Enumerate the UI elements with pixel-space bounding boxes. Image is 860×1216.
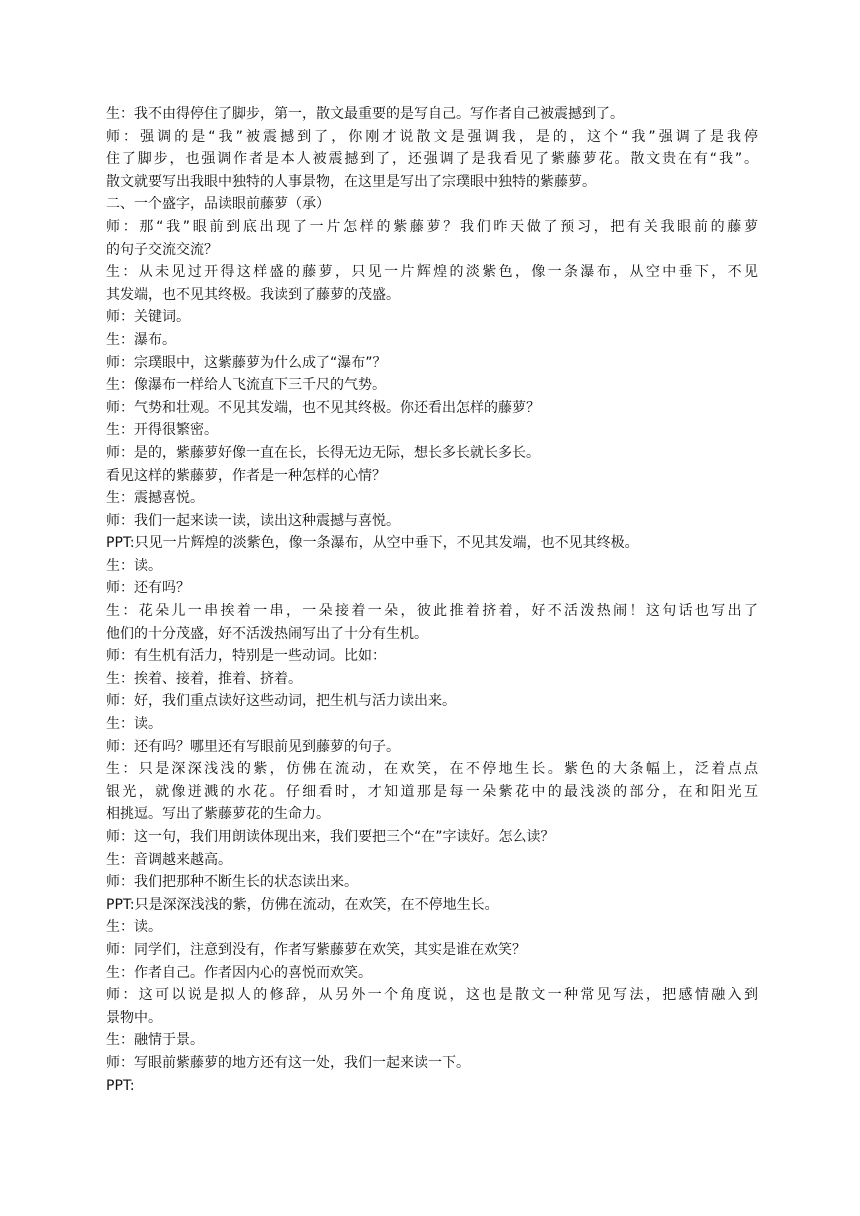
transcript-line: 师：有生机有活力，特别是一些动词。比如： — [106, 648, 386, 665]
transcript-line: 生：挨着、接着，推着、挤着。 — [106, 670, 302, 687]
transcript-line: PPT: — [106, 1077, 135, 1094]
transcript-line: 生：花朵儿一串挨着一串，一朵接着一朵，彼此推着挤着，好不活泼热闹！这句话也写出了 — [106, 603, 758, 620]
transcript-line: 生：读。 — [106, 716, 162, 733]
transcript-line: 生：音调越来越高。 — [106, 851, 232, 868]
transcript-line: 的句子交流交流？ — [106, 241, 218, 258]
transcript-line: 师：宗璞眼中，这紫藤萝为什么成了“瀑布”？ — [106, 354, 387, 371]
transcript-line: 师：写眼前紫藤萝的地方还有这一处，我们一起来读一下。 — [106, 1054, 470, 1071]
transcript-line: 师：气势和壮观。不见其发端，也不见其终极。你还看出怎样的藤萝？ — [106, 399, 540, 416]
transcript-line: 生：瀑布。 — [106, 331, 176, 348]
transcript-line: 师：那“我”眼前到底出现了一片怎样的紫藤萝？我们昨天做了预习，把有关我眼前的藤萝 — [106, 218, 758, 235]
transcript-line: 景物中。 — [106, 1009, 162, 1026]
transcript-line: 生：读。 — [106, 919, 162, 936]
transcript-line: 生：只是深深浅浅的紫，仿佛在流动，在欢笑，在不停地生长。紫色的大条幅上，泛着点点 — [106, 761, 758, 778]
transcript-line: PPT:只见一片辉煌的淡紫色，像一条瀑布，从空中垂下，不见其发端，也不见其终极。 — [106, 535, 639, 552]
transcript-line: 生：震撼喜悦。 — [106, 490, 204, 507]
lesson-transcript — [106, 103, 758, 1097]
transcript-line: 生：开得很繁密。 — [106, 422, 218, 439]
transcript-line: 师：强调的是“我”被震撼到了，你刚才说散文是强调我，是的，这个“我”强调了是我停 — [106, 128, 758, 145]
transcript-line: 生：像瀑布一样给人飞流直下三千尺的气势。 — [106, 377, 386, 394]
transcript-line: 其发端，也不见其终极。我读到了藤萝的茂盛。 — [106, 286, 400, 303]
transcript-line: 银光，就像迸溅的水花。仔细看时，才知道那是每一朵紫花中的最浅淡的部分，在和阳光互 — [106, 783, 758, 800]
transcript-line: 二、一个盛字，品读眼前藤萝（承） — [106, 196, 330, 213]
transcript-line: 他们的十分茂盛，好不活泼热闹写出了十分有生机。 — [106, 625, 428, 642]
transcript-line: 师：好，我们重点读好这些动词，把生机与活力读出来。 — [106, 693, 456, 710]
transcript-line: 师：关键词。 — [106, 309, 190, 326]
transcript-line: 生：我不由得停住了脚步，第一，散文最重要的是写自己。写作者自己被震撼到了。 — [106, 106, 624, 122]
transcript-line: 生：读。 — [106, 557, 162, 574]
transcript-line: 师：同学们，注意到没有，作者写紫藤萝在欢笑，其实是谁在欢笑？ — [106, 941, 526, 958]
transcript-line: 师：我们把那种不断生长的状态读出来。 — [106, 874, 358, 891]
transcript-line: 看见这样的紫藤萝，作者是一种怎样的心情？ — [106, 467, 386, 484]
transcript-line: 师：是的，紫藤萝好像一直在长，长得无边无际，想长多长就长多长。 — [106, 444, 540, 461]
transcript-line: 师：这可以说是拟人的修辞，从另外一个角度说，这也是散文一种常见写法，把感情融入到 — [106, 987, 758, 1004]
transcript-line: 生：作者自己。作者因内心的喜悦而欢笑。 — [106, 964, 372, 981]
transcript-line: 师：这一句，我们用朗读体现出来，我们要把三个“在”字读好。怎么读？ — [106, 829, 555, 845]
transcript-line: 师：我们一起来读一读，读出这种震撼与喜悦。 — [106, 512, 400, 529]
transcript-line: 生：从未见过开得这样盛的藤萝，只见一片辉煌的淡紫色，像一条瀑布，从空中垂下，不见 — [106, 264, 758, 281]
transcript-line: 相挑逗。写出了紫藤萝花的生命力。 — [106, 806, 330, 823]
transcript-line: 师：还有吗？哪里还有写眼前见到藤萝的句子。 — [106, 738, 400, 755]
transcript-line: 师：还有吗？ — [106, 580, 190, 597]
transcript-line: 散文就要写出我眼中独特的人事景物，在这里是写出了宗璞眼中独特的紫藤萝。 — [106, 173, 596, 190]
transcript-line: 住了脚步，也强调作者是本人被震撼到了，还强调了是我看见了紫藤萝花。散文贵在有“我”。 — [106, 151, 758, 168]
transcript-line: PPT:只是深深浅浅的紫，仿佛在流动，在欢笑，在不停地生长。 — [106, 896, 499, 913]
transcript-line: 生：融情于景。 — [106, 1032, 204, 1049]
